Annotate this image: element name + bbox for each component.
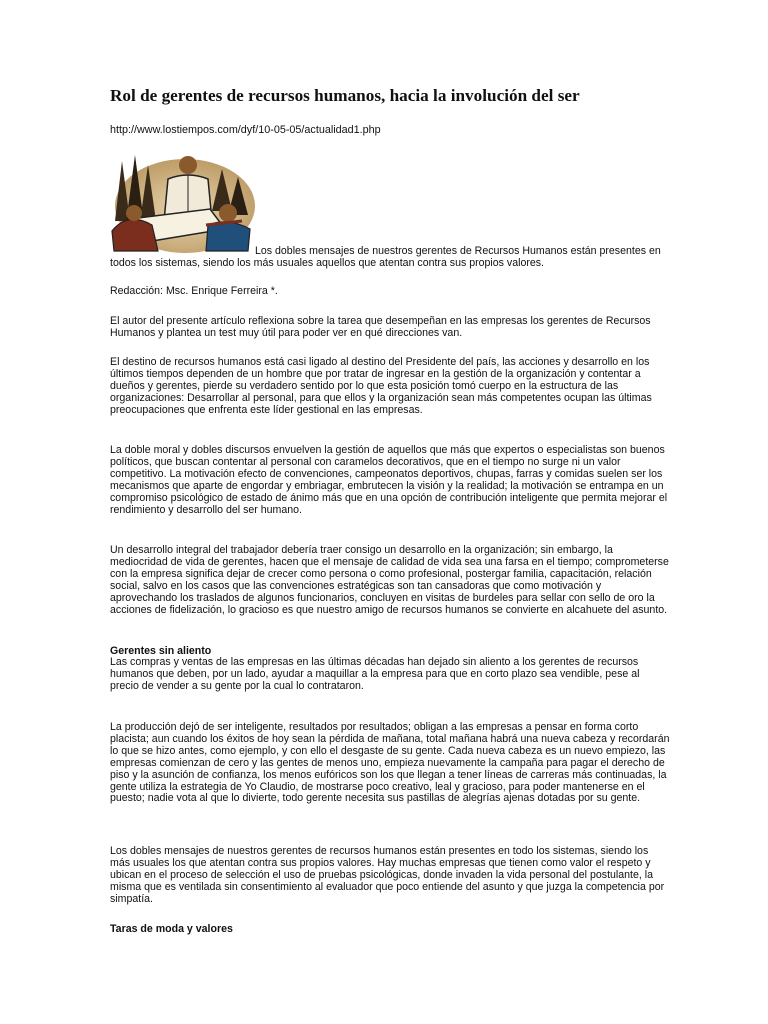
meeting-illustration-icon — [110, 151, 255, 256]
source-url[interactable]: http://www.lostiempos.com/dyf/10-05-05/actualidad1.php — [110, 124, 381, 136]
lead-paragraph — [110, 245, 670, 270]
section-heading: Gerentes sin aliento — [110, 645, 212, 657]
section-heading: Taras de moda y valores — [110, 923, 233, 935]
paragraph: Un desarrollo integral del trabajador debería traer consigo un desarrollo en la organización; sin embargo, la mediocridad de vida de gerentes, hacen que el mensaje de calidad de vida sea una farsa en el tiempo; comprometerse con la empresa significa dejar de crecer como persona o como profesional, postergar familia, capacitación, relación social, salvo en los casos que las convenciones estratégicas son tan cansadoras que como motivación y aprovechando los traslados de algunos funcionarios, concluyen en visitas de burdeles para sellar con sello de oro la acciones de fidelización, lo gracioso es que nuestro amigo de recursos humanos se convierte en alcahuete del asunto. — [110, 544, 669, 616]
paragraph: La producción dejó de ser inteligente, resultados por resultados; obligan a las empresas a pensar en forma corto placista; aun cuando los éxitos de hoy sean la pérdida de mañana, total mañana habrá una nueva cabeza y recordarán lo que se hizo antes, como ejemplo, y con ello el desgaste de su gente. Cada nueva cabeza es un nuevo empiezo, las empresas comienzan de cero y las gentes de menos uno, empieza nuevamente la campaña para pagar el derecho de piso y la asunción de confianza, los menos eufóricos son los que llegan a tener líneas de carreras más continuadas, la gente utiliza la estrategia de Yo Claudio, de mostrarse poco creativo, leal y gracioso, para poder mantenerse en el puesto; nadie vota al que lo divierte, todo gerente necesita sus pastillas de alegrías ajenas dotadas por su gente. — [110, 721, 670, 805]
paragraph: El destino de recursos humanos está casi ligado al destino del Presidente del país, las acciones y desarrollo en los últimos tiempos dependen de un hombre que por tratar de ingresar en la gestión de la organización y contentar a dueños y gerentes, pierde su verdadero sentido por lo que esta posición tomó cuerpo en la estructura de las organizaciones: Desarrollar al personal, para que ellos y la organización sean más competentes ocupan las últimas preocupaciones que enfrenta este líder gestional en las empresas. — [110, 356, 652, 416]
paragraph: Las compras y ventas de las empresas en las últimas décadas han dejado sin aliento a los gerentes de recursos humanos que deben, por un lado, ayudar a maquillar a la empresa para que en corto plazo sea vendible, pese al precio de vender a su gente por la cual lo contrataron. — [110, 656, 640, 692]
paragraph: El autor del presente artículo reflexiona sobre la tarea que desempeñan en las empresas los gerentes de Recursos Humanos y plantea un test muy útil para poder ver en qué direcciones van. — [110, 315, 651, 339]
paragraph: Los dobles mensajes de nuestros gerentes de recursos humanos están presentes en todo los sistemas, siendo los más usuales los que atentan contra sus propios valores. Hay muchas empresas que tienen como valor el respeto y ubican en el proceso de selección el uso de pruebas psicológicas, donde invaden la vida personal del postulante, la misma que es ventilada sin consentimiento al evaluador que poco entiende del asunto y que juzga la competencia por simpatía. — [110, 845, 665, 905]
byline: Redacción: Msc. Enrique Ferreira *. — [110, 285, 278, 297]
article-title: Rol de gerentes de recursos humanos, hacia la involución del ser — [110, 86, 580, 105]
lead-text: Los dobles mensajes de nuestros gerentes de Recursos Humanos están presentes en todos los sistemas, siendo los más usuales aquellos que atentan contra sus propios valores. — [110, 245, 661, 270]
paragraph: La doble moral y dobles discursos envuelven la gestión de aquellos que más que expertos o especialistas son buenos políticos, que buscan contentar al personal con caramelos decorativos, que en el tiempo no surge ni un valor competitivo. La motivación efecto de convenciones, campeonatos deportivos, chupas, farras y comidas suelen ser los mecanismos que aparte de engordar y embriagar, embrutecen la visión y la realidad; la motivación se entrampa en un compromiso psicológico de estado de ánimo más que en una opción de contribución inteligente que permita mejorar el rendimiento y desarrollo del ser humano. — [110, 444, 668, 516]
